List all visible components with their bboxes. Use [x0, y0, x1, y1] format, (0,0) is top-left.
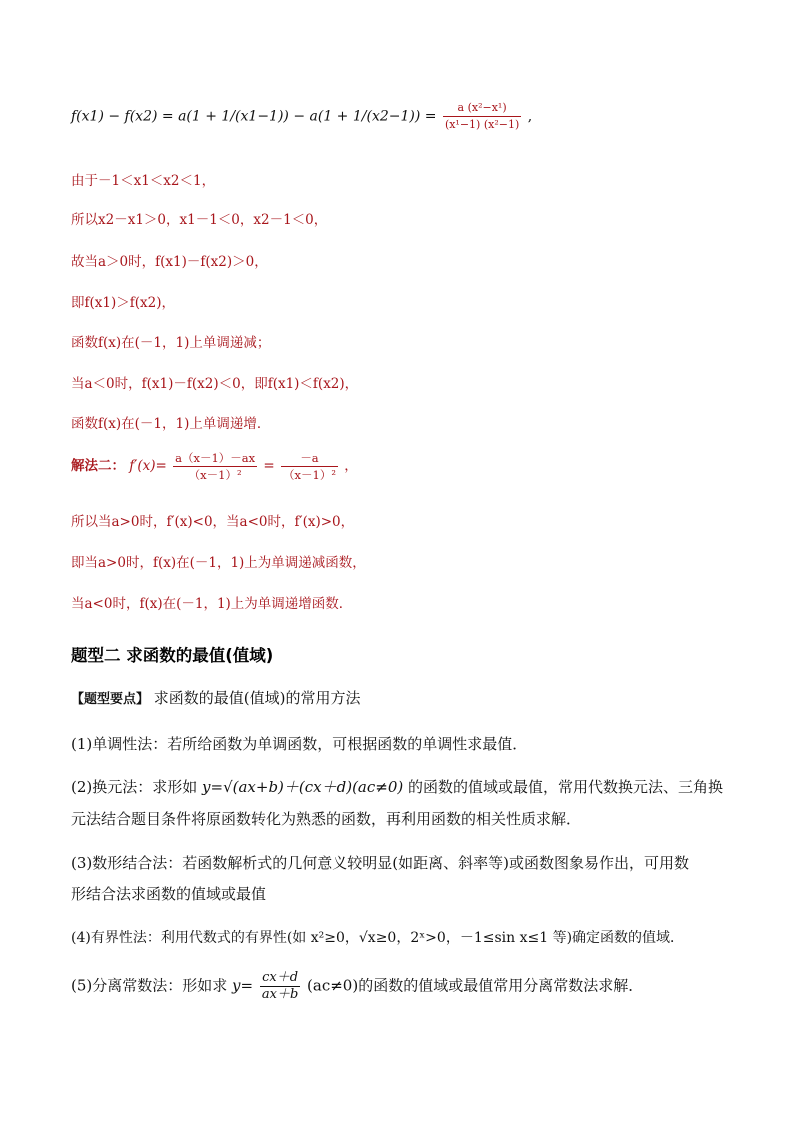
- range-line: 由于－1＜x1＜x2＜1，: [71, 173, 216, 189]
- diff-denominator: (x¹−1) (x²−1): [444, 118, 520, 131]
- method2-den1: （x－1）²: [188, 468, 242, 482]
- decreasing-line: 函数f(x)在(－1，1)上单调递减；: [71, 335, 271, 351]
- item-2: [71, 776, 723, 797]
- method2-fraction-2: [281, 450, 338, 483]
- method2-fraction-1: [173, 450, 257, 483]
- item5-suffix: (ac≠0)的函数的值域或最值常用分离常数法求解．: [307, 976, 644, 995]
- item-3: (3)数形结合法：若函数解析式的几何意义较明显(如距离、斜率等)或函数图象易作出，可用数: [71, 854, 689, 872]
- item5-denominator: ax＋b: [261, 987, 299, 1002]
- key-label: 【题型要点】: [71, 692, 150, 707]
- item2-suffix: 的函数的值域或最值，常用代数换元法、三角换: [408, 778, 724, 796]
- item-1: (1)单调性法：若所给函数为单调函数，可根据函数的单调性求最值．: [71, 735, 528, 753]
- method2-num1: a（x－1）－ax: [175, 451, 256, 465]
- item2-prefix: (2)换元法：求形如: [71, 778, 198, 796]
- method2-den2: （x－1）²: [283, 468, 336, 482]
- method2-tail: ，: [344, 458, 358, 474]
- item5-y: y=: [232, 976, 254, 995]
- diff-numerator: a (x²−x¹): [443, 100, 521, 117]
- signs-line: 所以x2－x1＞0，x1－1＜0，x2－1＜0，: [71, 212, 328, 228]
- method2-label: 解法二：: [71, 458, 125, 474]
- method2-num2: －a: [281, 450, 338, 467]
- section-title: 题型二 求函数的最值(值域): [71, 646, 274, 665]
- item5-fraction: [260, 970, 300, 1003]
- method2-eq: =: [263, 458, 275, 474]
- item-3-continued: 形结合法求函数的值域或最值: [71, 885, 267, 903]
- diff-fraction: [443, 100, 521, 133]
- method2-positive-line: 即当a>0时，f(x)在(－1，1)上为单调递减函数，: [71, 555, 366, 571]
- a-negative-line: 当a＜0时，f(x1)－f(x2)＜0，即f(x1)＜f(x2)，: [71, 376, 359, 392]
- a-positive-line: 故当a＞0时，f(x1)－f(x2)＞0，: [71, 254, 268, 270]
- key-text: 求函数的最值(值域)的常用方法: [153, 689, 361, 707]
- diff-lhs: f(x1) − f(x2) = a(1 + 1/(x1−1)) − a(1 + 1/(x2−1)) =: [71, 108, 437, 125]
- item-4: (4)有界性法：利用代数式的有界性(如 x²≥0，√x≥0，2ˣ>0，－1≤sin x≤1 等)确定函数的值域．: [71, 930, 685, 946]
- item5-numerator: cx＋d: [260, 970, 300, 987]
- diff-formula: [71, 100, 532, 133]
- key-points: [71, 687, 361, 708]
- method2-signs-line: 所以当a>0时，f′(x)<0，当a<0时，f′(x)>0，: [71, 514, 355, 530]
- item5-prefix: (5)分离常数法：形如求: [71, 976, 228, 995]
- diff-tail: ,: [527, 108, 533, 125]
- method2-formula: [71, 450, 358, 483]
- increasing-line: 函数f(x)在(－1，1)上单调递增．: [71, 416, 271, 432]
- item-2-continued: 元法结合题目条件将原函数转化为熟悉的函数，再利用函数的相关性质求解．: [71, 810, 582, 828]
- method2-fprime: f′(x)=: [129, 458, 167, 474]
- item-5: [71, 970, 643, 1003]
- item2-formula: y=√(ax+b)＋(cx＋d)(ac≠0): [202, 778, 404, 796]
- conclude-positive-line: 即f(x1)＞f(x2)，: [71, 295, 175, 311]
- method2-negative-line: 当a<0时，f(x)在(－1，1)上为单调递增函数．: [71, 596, 353, 612]
